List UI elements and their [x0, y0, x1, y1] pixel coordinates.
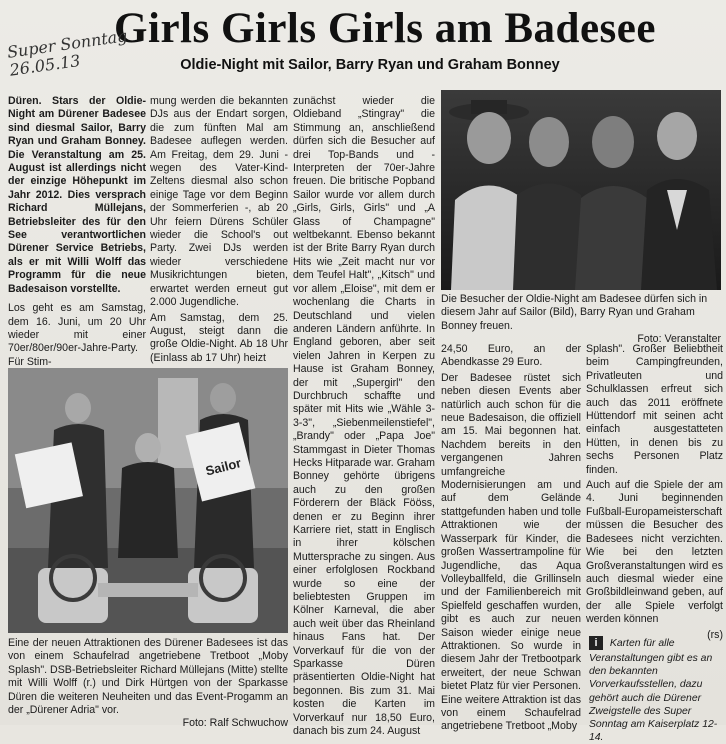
boat-photo-image — [8, 368, 288, 633]
boat-photo-caption-text: Eine der neuen Attraktionen des Dürener Badesees ist das von einem Schaufelrad angetriebene Tretboot „Moby Splash". DSB-Betriebsleiter Richard Müllejans (Mitte) stellte mit Willi Wolff (r.) und Dirk Hürtgen von der Sparkasse Düren die weiteren Neuheiten und das Event-Progamm an der „Dürener Adria" vor. — [8, 637, 288, 717]
article-paragraph: Am Samstag, dem 25. August, steigt dann die große Oldie-Night. Ab 18 Uhr (Einlass ab 17 Uhr) heizt — [150, 311, 288, 364]
article-column-5 — [586, 343, 723, 641]
info-icon: i — [589, 636, 603, 650]
ticket-info-text: Karten für alle Veranstaltungen gibt es an den bekannten Vorverkaufsstellen, dazu gehört auch die Dürener Zweigstelle des Super Sonntag am Kaiserplatz 12-14. — [589, 638, 718, 744]
ticket-info-box — [589, 636, 723, 744]
band-photo-caption-text: Die Besucher der Oldie-Night am Badesee dürfen sich in diesem Jahr auf Sailor (Bild), Barry Ryan und Graham Bonney freuen. — [441, 293, 708, 332]
article-column-4 — [441, 343, 581, 733]
band-photo-credit: Foto: Veranstalter — [637, 333, 721, 346]
boat-photo-credit: Foto: Ralf Schwuchow — [182, 717, 288, 730]
boat-photo-caption — [8, 637, 288, 730]
article-paragraph: Auch auf die Spiele der am 4. Juni beginnenden Fußball-Europameisterschaft müssen die Besucher des Badesees nicht verzichten. Wie bei den letzten Großveranstaltungen wird es auch diesmal wieder eine Großbildleinwand geben, auf der alle Spiele verfolgt werden können — [586, 479, 723, 626]
author-signature: (rs) — [707, 628, 723, 641]
band-photo-image — [441, 90, 721, 290]
article-paragraph: 24,50 Euro, an der Abendkasse 29 Euro. — [441, 343, 581, 369]
article-paragraph: Splash". Großer Beliebtheit beim Campingfreunden, Privatleuten und Schulklassen erfreut sich auch das 2011 eröffnete Hüttendorf mit seinen acht einfach ausgestatteten Hütten, in denen bis zu sechs Personen Platz finden. — [586, 343, 723, 476]
article-paragraph: Los geht es am Samstag, dem 16. Juni, um 20 Uhr wieder mit einer 70er/80er/90er-Jahre-Party. Für Stim- — [8, 302, 146, 368]
subheadline: Oldie-Night mit Sailor, Barry Ryan und Graham Bonney — [180, 57, 560, 73]
handwritten-date-note: Super Sonntag 26.05.13 — [5, 26, 129, 80]
article-column-1 — [8, 95, 146, 368]
boat-photo — [8, 368, 288, 633]
article-column-3 — [293, 95, 435, 738]
article-paragraph: zunächst wieder die Oldieband „Stingray" die Stimmung an, anschließend dürfen sich die Besucher auf drei Top-Bands und -Interpreten der 70er-Jahre freuen. Die britische Popband Sailor wurde vor allem durch „Girls, Girls, Girls" und „A Glass of Champagne" weltbekannt. Ebenso bekannt ist der Brite Barry Ryan durch Hits wie „Zeit macht nur vor dem Teufel Halt", „Kitsch" und vor allem „Eloise", mit dem er wochenlang die Charts in Deutschland und vielen anderen Ländern anführte. In England geboren, aber seit vielen Jahren in Kerpen zu Hause ist Graham Bonney, der mit „Supergirl" den Durchbruch schaffte und später mit Hits wie „Wähle 3-3-3", „Siebenmeilenstiefel", „Brandy" oder „Papa Joe" Stammgast in Dieter Thomas Hecks Hitparade war. Graham Bonney gehörte übrigens auch zu den großen Förderern der Bläck Fööss, denen er zu Beginn ihrer Karriere riet, statt in Englisch in ihrer kölschen Muttersprache zu singen. Aus einer erfolglosen Rockband wurde so eine der beliebtesten Gruppen im Kölner Karneval, die aber auch weit über das Rheinland hinaus Fans hat. Der Vorverkauf für die von der Sparkasse Düren präsentierten Oldie-Night hat begonnen. Bis zum 31. Mai kosten die Karten im Vorverkauf nur 18,50 Euro, danach bis zum 24. August — [293, 95, 435, 738]
article-column-2 — [150, 95, 288, 363]
article-lead: Düren. Stars der Oldie-Night am Dürener Badesee sind diesmal Sailor, Barry Ryan und Graham Bonney. Die Veranstaltung am 25. August ist allerdings nicht der einzige Höhepunkt im Jahr 2012. Dies versprach Richard Müllejans, Betriebsleiter des für den See verantwortlichen Dürener Service Betriebs, als er mit Willi Wolff das Programm für die neue Badesaison vorstellte. — [8, 95, 146, 295]
headline: Girls Girls Girls am Badesee — [114, 5, 656, 52]
band-photo — [441, 90, 721, 290]
article-paragraph: mung werden die bekannten DJs aus der Endart sorgen, die zum fünften Mal am Badesee auflegen werden. Am Freitag, dem 29. Juni - wegen des Vater-Kind-Zeltens diesmal also schon einige Tage vor dem Beginn der Sommerferien -, ab 20 Uhr feiern Dürens Schüler wieder die School's out Party. Zwei DJs werden wieder verschiedene Musikrichtungen bieten, erwartet werden erneut gut 2.000 Jugendliche. — [150, 95, 288, 309]
band-photo-caption — [441, 293, 721, 346]
poster-text: Sailor — [203, 455, 243, 479]
article-paragraph: Der Badesee rüstet sich neben diesen Events aber natürlich auch schon für die neue Badesaison, die offiziell am 15. Mai begonnen hat. Nachdem bereits in den vergangenen Jahren umfangreiche Modernisierungen am und auf dem Gelände stattgefunden haben und tolle Attraktionen wie der Wasserpark für Kinder, die großen Wassertrampoline für Jugendliche, das Aqua Volleyballfeld, die Grillinseln und der Familienbereich mit Spielfeld geschaffen wurden, gibt es auch zur neuen Saison wieder einige neue Attraktionen. So wurde in diesem Jahr der Tretbootpark erweitert, der neue Schwan bietet Platz für vier Personen. Eine weitere Attraktion ist das von einem Schaufelrad angetriebene Tretboot „Moby — [441, 371, 581, 733]
